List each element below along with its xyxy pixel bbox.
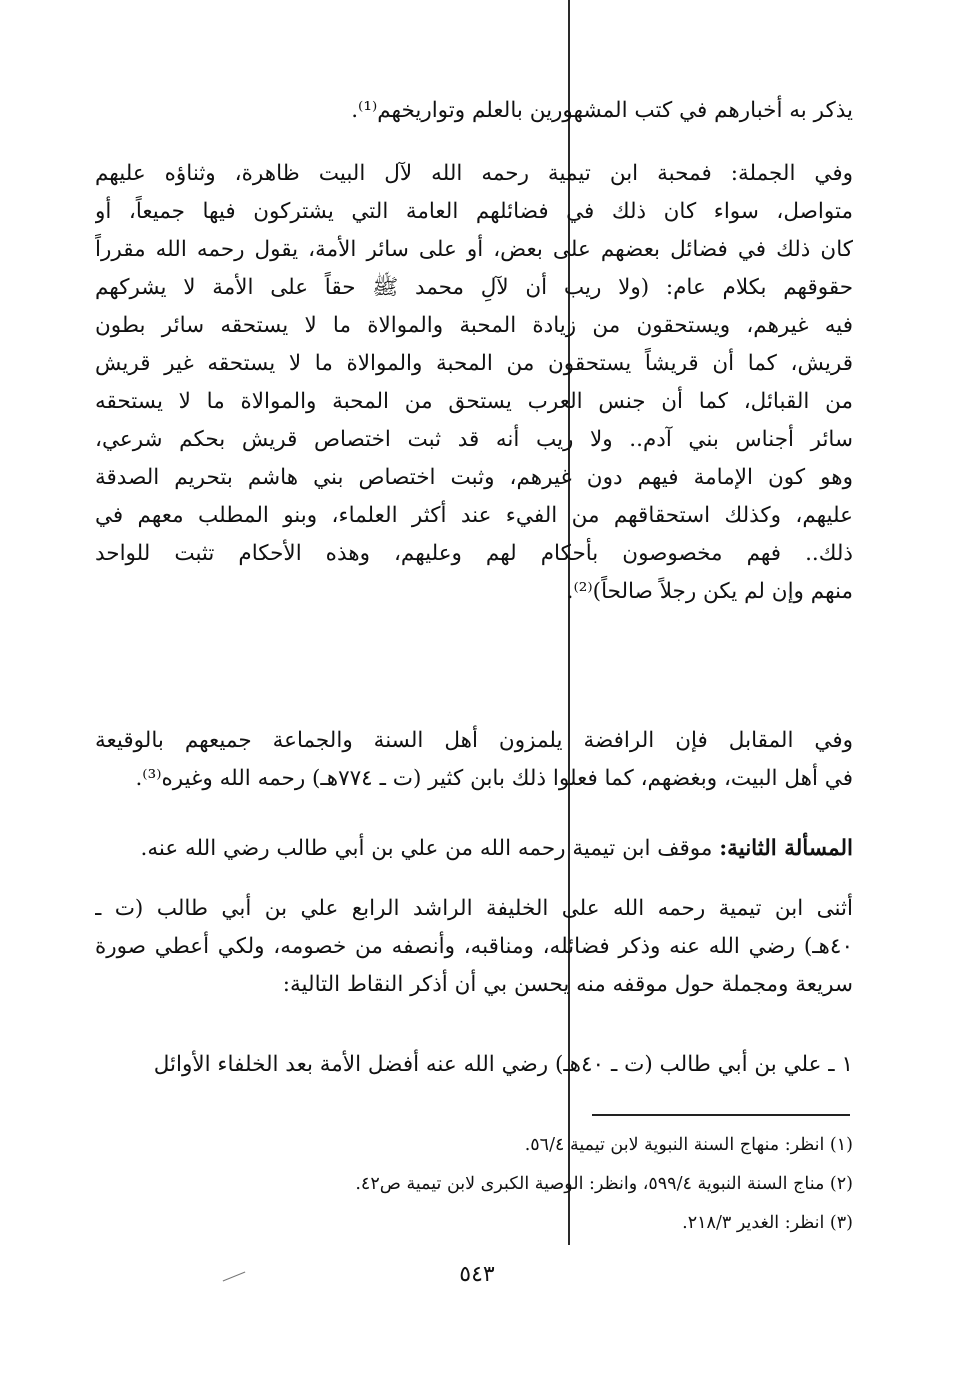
text-line: وفي الجملة: فمحبة ابن تيمية رحمه الله لآل البيت ظاهرة، وثناؤه عليهم [95, 161, 853, 186]
paragraph-1 [95, 92, 853, 130]
issue-heading [95, 830, 853, 868]
footnote-3: (٣) انظر: الغدير ٢١٨/٣. [682, 1213, 853, 1233]
text-line: كان ذلك في فضائل بعضهم على بعض، أو على سائر الأمة، يقول رحمه الله مقرراً [95, 237, 853, 262]
text-line: منهم وإن لم يكن رجلاً صالحاً)⁽²⁾. [566, 579, 853, 604]
page-number: ٥٤٣ [459, 1262, 495, 1287]
issue-lead: المسألة الثانية: [719, 836, 853, 861]
footnote-1: (١) انظر: منهاج السنة النبوية لابن تيمية ٥٦/٤. [524, 1135, 853, 1155]
text-line: وهو كون الإمامة فيهم دون غيرهم، وثبت اختصاص بني هاشم بتحريم الصدقة [95, 465, 853, 490]
text-line: قريش، كما أن قريشاً يستحقون من المحبة والموالاة ما لا يستحقه غير قريش [95, 351, 853, 376]
text-line: أثنى ابن تيمية رحمه الله على الخليفة الراشد الرابع علي بن أبي طالب (ت ـ [95, 896, 853, 921]
issue-title: موقف ابن تيمية رحمه الله من علي بن أبي طالب رضي الله عنه. [140, 836, 720, 861]
paragraph-5 [95, 890, 853, 1004]
text-line: سائر أجناس بني آدم.. ولا ريب أنه قد ثبت اختصاص قريش بحكم شرعي، [95, 427, 853, 452]
text-line: سريعة ومجملة حول موقفه منه يحسن بي أن أذكر النقاط التالية: [282, 972, 853, 997]
text-line: حقوقهم بكلام عام: (ولا ريب أن لآلِ محمد ﷺ حقاً على الأمة لا يشركهم [95, 275, 853, 300]
footnotes [200, 1126, 853, 1243]
footnote-separator [592, 1114, 850, 1116]
paragraph-2 [95, 155, 853, 611]
text-line: من القبائل، كما أن جنس العرب يستحق من المحبة والموالاة ما لا يستحقه [95, 389, 853, 414]
text-line: فيه غيرهم، ويستحقون من زيادة المحبة والموالاة ما لا يستحقه سائر بطون [95, 313, 853, 338]
paragraph-6 [95, 1046, 853, 1084]
text-line: في أهل البيت، وبغضهم، كما فعلوا ذلك بابن كثير (ت ـ ٧٧٤هـ) رحمه الله وغيره⁽³⁾. [135, 766, 853, 791]
footnote-2: (٢) مناج السنة النبوية ٥٩٩/٤، وانظر: الوصية الكبرى لابن تيمية ص٤٢. [355, 1174, 853, 1194]
text-line: متواصل، سواء كان ذلك في فضائلهم العامة التي يشتركون فيها جميعاً، أو [95, 199, 853, 224]
text-line [95, 830, 853, 868]
text-line: وفي المقابل فإن الرافضة يلمزون أهل السنة والجماعة جميعهم بالوقيعة [95, 728, 853, 753]
paragraph-3 [95, 722, 853, 798]
text-line: عليهم، وكذلك استحقاقهم من الفيء عند أكثر العلماء، وبنو المطلب معهم في [95, 503, 853, 528]
text-line: يذكر به أخبارهم في كتب المشهورين بالعلم وتواريخهم⁽¹⁾. [351, 98, 853, 123]
text-line: ذلك.. فهم مخصوصون بأحكام لهم وعليهم، وهذه الأحكام تثبت للواحد [95, 541, 853, 566]
text-line: ٤٠هـ) رضي الله عنه وذكر فضائله، ومناقبه، وأنصفه من خصومه، ولكي أعطي صورة [95, 934, 853, 959]
text-line: ١ ـ علي بن أبي طالب (ت ـ ٤٠هـ) رضي الله عنه أفضل الأمة بعد الخلفاء الأوائل [153, 1052, 853, 1077]
